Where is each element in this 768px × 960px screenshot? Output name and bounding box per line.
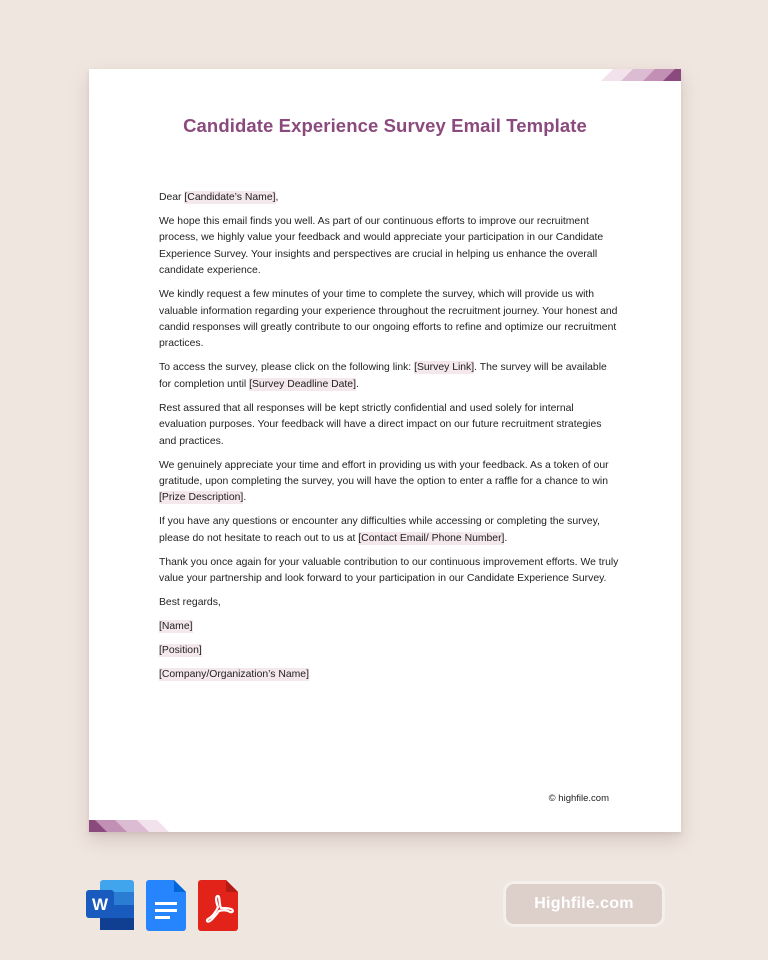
placeholder-deadline: [Survey Deadline Date]: [249, 378, 356, 390]
document-title: Candidate Experience Survey Email Template: [183, 115, 587, 136]
google-docs-icon[interactable]: [146, 878, 188, 932]
paragraph-access: To access the survey, please click on the following link: [Survey Link]. The survey will be available for completion until [Survey Deadline Date].: [159, 362, 607, 390]
document-page: [89, 69, 681, 832]
placeholder-contact: [Contact Email/ Phone Number]: [358, 532, 505, 544]
paragraph-request: We kindly request a few minutes of your time to complete the survey, which will provide us with valuable information regarding your experience throughout the recruitment journey. Your honest and candid responses will greatly contribute to our ongoing efforts to refine and optimize our recruitment practices.: [159, 289, 618, 350]
svg-text:W: W: [91, 895, 109, 914]
email-body: [159, 190, 619, 691]
corner-decoration-bottom-left: [89, 820, 169, 832]
placeholder-survey-link: [Survey Link]: [414, 362, 475, 374]
pdf-icon[interactable]: [198, 878, 240, 932]
closing: Best regards,: [159, 597, 221, 609]
paragraph-raffle: We genuinely appreciate your time and effort in providing us with your feedback. As a token of our gratitude, upon completing the survey, you will have the option to enter a raffle for a chance to win [Prize Description].: [159, 459, 609, 504]
paragraph-thanks: Thank you once again for your valuable contribution to our continuous improvement efforts. We truly value your partnership and look forward to your participation in our Candidate Experience Survey.: [159, 556, 619, 585]
highfile-brand-button[interactable]: Highfile.com: [506, 884, 662, 924]
corner-decoration-top-right: [601, 69, 681, 81]
paragraph-intro: We hope this email finds you well. As part of our continuous efforts to improve our recruitment process, we highly value your feedback and would appreciate your participation in our Candidate Experience Survey. Your insights and perspectives are crucial in helping us enhance the overall candidate experience.: [159, 216, 604, 277]
greeting: Dear [Candidate’s Name],: [159, 192, 279, 203]
signature-position: [Position]: [159, 645, 202, 657]
word-icon[interactable]: [86, 878, 136, 932]
copyright-credit: © highfile.com: [548, 793, 609, 804]
signature-company: [Company/Organization’s Name]: [159, 669, 309, 681]
paragraph-confidential: Rest assured that all responses will be kept strictly confidential and used solely for internal evaluation purposes. Your feedback will have a direct impact on our future recruitment strategies and practices.: [159, 402, 602, 447]
paragraph-contact: If you have any questions or encounter any difficulties while accessing or completing the survey, please do not hesitate to reach out to us at [Contact Email/ Phone Number].: [159, 516, 600, 544]
signature-name: [Name]: [159, 621, 193, 633]
placeholder-candidate-name: [Candidate’s Name]: [184, 192, 276, 203]
placeholder-prize: [Prize Description]: [159, 492, 244, 504]
